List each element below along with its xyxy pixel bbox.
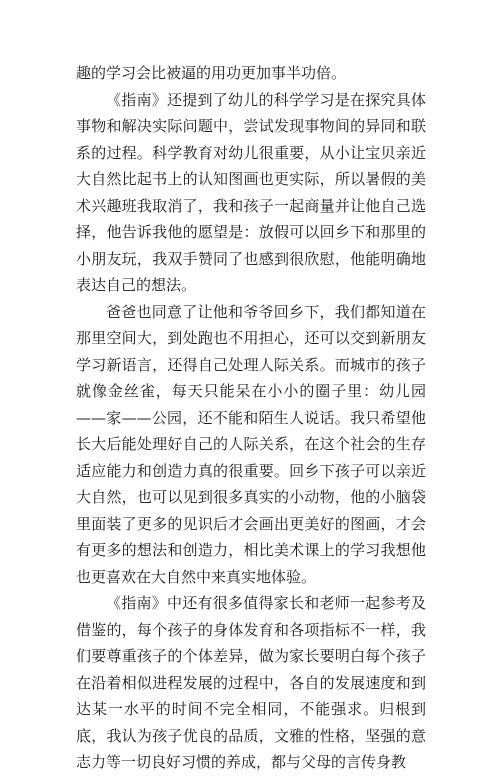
paragraph-1: 趣的学习会比被逼的用功更加事半功倍。 — [76, 64, 347, 82]
paragraph-4: 《指南》中还有很多值得家长和老师一起参考及借鉴的，每个孩子的身体发育和各项指标不一样，我们要尊重孩子的个体差异，做为家长要明白每个孩子在沿着相似进程发展的过程中，各自的发展速度和到达某一水平的时间不完全相同，不能强求。归根到底，我认为孩子优良的品质，文雅的性格，坚强的意志力等一切良好习惯的养成，都与父母的言传身教 — [76, 594, 426, 771]
paragraph-3: 爸爸也同意了让他和爷爷回乡下，我们都知道在那里空间大，到处跑也不用担心，还可以交到新朋友学习新语言，还得自己处理人际关系。而城市的孩子就像金丝雀，每天只能呆在小小的圈子里：幼儿园——家——公园，还不能和陌生人说话。我只希望他长大后能处理好自己的人际关系，在这个社会的生存适应能力和创造力真的很重要。回乡下孩子可以亲近大自然，也可以见到很多真实的小动物，他的小脑袋里面装了更多的见识后才会画出更美好的图画，才会有更多的想法和创造力，相比美术课上的学习我想他也更喜欢在大自然中来真实地体验。 — [76, 302, 426, 586]
body-text — [76, 60, 426, 776]
paragraph-2: 《指南》还提到了幼儿的科学学习是在探究具体事物和解决实际问题中，尝试发现事物间的异同和联系的过程。科学教育对幼儿很重要，从小让宝贝亲近大自然比起书上的认知图画也更实际，所以暑假的美术兴趣班我取消了，我和孩子一起商量并让他自己选择，他告诉我他的愿望是：放假可以回乡下和那里的小朋友玩，我双手赞同了也感到很欣慰，他能明确地表达自己的想法。 — [76, 90, 426, 294]
